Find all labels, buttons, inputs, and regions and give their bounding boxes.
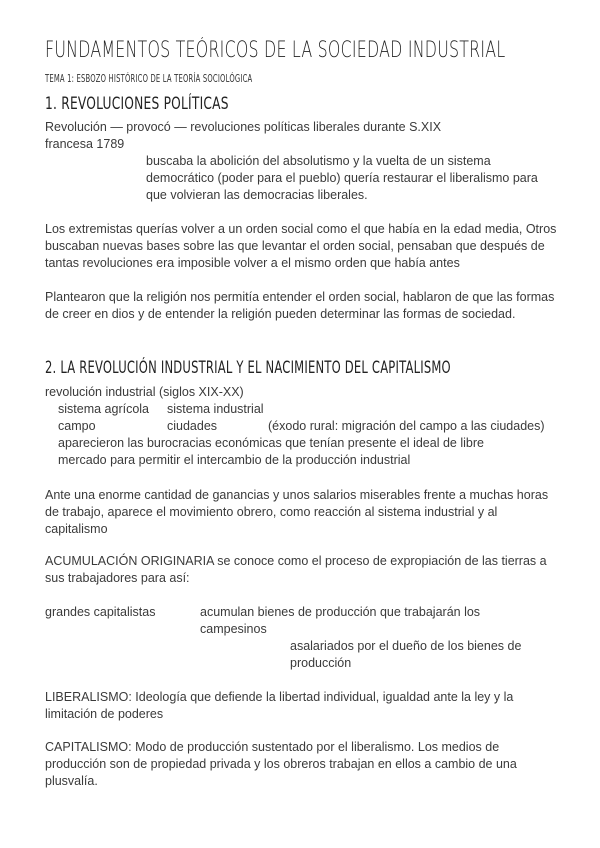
section-2-line-1: revolución industrial (siglos XIX-XX) bbox=[45, 385, 244, 399]
section-2-line-5: mercado para permitir el intercambio de la producción industrial bbox=[58, 453, 411, 467]
row-1-left: sistema agrícola bbox=[58, 402, 150, 416]
asalariados-text: asalariados por el dueño de los bienes de producción bbox=[290, 639, 522, 670]
section-2-heading: 2. LA REVOLUCIÓN INDUSTRIAL Y EL NACIMIENTO DEL CAPITALISMO bbox=[45, 358, 451, 378]
section-1-line-2: francesa 1789 bbox=[45, 137, 125, 151]
capitalistas-label: grandes capitalistas bbox=[45, 605, 156, 619]
row-2-left: campo bbox=[58, 419, 96, 433]
acumulacion-paragraph: ACUMULACIÓN ORIGINARIA se conoce como el proceso de expropiación de las tierras a sus trabajadores para así: bbox=[45, 554, 547, 585]
document-subtitle: TEMA 1: ESBOZO HISTÓRICO DE LA TEORÍA SOCIOLÓGICA bbox=[45, 72, 253, 85]
liberalismo-definition: LIBERALISMO: Ideología que defiende la libertad individual, igualdad ante la ley y la limitación de poderes bbox=[45, 690, 514, 721]
section-2-paragraph-1: Ante una enorme cantidad de ganancias y unos salarios miserables frente a muchas horas de trabajo, aparece el movimiento obrero, como reacción al sistema industrial y al capitalismo bbox=[45, 488, 549, 536]
row-2-right: (éxodo rural: migración del campo a las ciudades) bbox=[268, 419, 545, 433]
capitalistas-description: acumulan bienes de producción que trabajarán los bbox=[200, 605, 481, 619]
section-2-line-4: aparecieron las burocracias económicas que tenían presente el ideal de libre bbox=[58, 436, 484, 450]
section-1-line-1: Revolución — provocó — revoluciones políticas liberales durante S.XIX bbox=[45, 120, 442, 134]
capitalistas-description-2: campesinos bbox=[200, 622, 267, 636]
capitalismo-definition: CAPITALISMO: Modo de producción sustentado por el liberalismo. Los medios de producción son de propiedad privada y los obreros trabajan en ellos a cambio de una plusvalía. bbox=[45, 740, 517, 788]
section-1-paragraph-2: Plantearon que la religión nos permitía entender el orden social, hablaron de que las formas de creer en dios y de entender la religión pueden determinar las formas de sociedad. bbox=[45, 290, 555, 321]
row-2-mid: ciudades bbox=[167, 419, 218, 433]
row-1-right: sistema industrial bbox=[167, 402, 264, 416]
section-1-indent-block: buscaba la abolición del absolutismo y la vuelta de un sistema democrático (poder para el pueblo) quería restaurar el liberalismo para que volvieran las democracias liberales. bbox=[146, 154, 538, 202]
section-1-paragraph-1: Los extremistas querías volver a un orden social como el que había en la edad media, Otros buscaban nuevas bases sobre las que levantar el orden social, pensaban que después de tantas revoluciones era imposible volver a el mismo orden que había antes bbox=[45, 222, 557, 270]
document-title: FUNDAMENTOS TEÓRICOS DE LA SOCIEDAD INDUSTRIAL bbox=[45, 38, 506, 63]
section-1-heading: 1. REVOLUCIONES POLÍTICAS bbox=[45, 94, 229, 114]
